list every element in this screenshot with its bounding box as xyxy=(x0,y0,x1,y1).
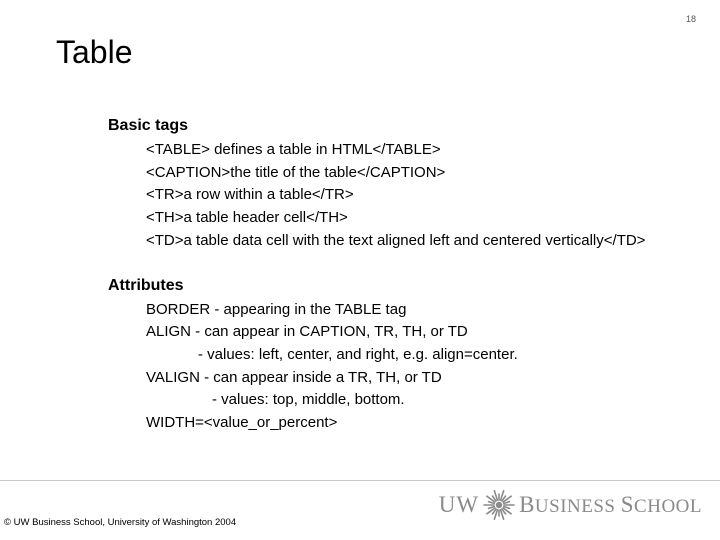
section-heading-basic-tags: Basic tags xyxy=(108,117,189,134)
basic-tag-line: <TABLE> defines a table in HTML</TABLE> xyxy=(146,141,441,158)
sunburst-icon xyxy=(482,488,516,522)
attribute-subline: - values: top, middle, bottom. xyxy=(212,391,405,408)
page-number: 18 xyxy=(685,14,696,24)
footer-copyright: © UW Business School, University of Washington 2004 xyxy=(4,517,237,528)
uw-business-school-logo xyxy=(439,488,702,522)
attribute-line: BORDER - appearing in the TABLE tag xyxy=(146,301,407,318)
footer-divider xyxy=(0,480,720,481)
section-heading-attributes: Attributes xyxy=(108,277,184,294)
basic-tag-line: <TD>a table data cell with the text aligned left and centered vertically</TD> xyxy=(146,232,646,249)
basic-tag-line: <CAPTION>the title of the table</CAPTION> xyxy=(146,164,446,181)
slide-title: Table xyxy=(56,34,133,70)
attribute-line: VALIGN - can appear inside a TR, TH, or TD xyxy=(146,369,442,386)
attribute-line: WIDTH=<value_or_percent> xyxy=(146,414,338,431)
basic-tag-line: <TR>a row within a table</TR> xyxy=(146,186,354,203)
logo-uw-text: UW xyxy=(438,492,480,517)
attribute-subline: - values: left, center, and right, e.g. align=center. xyxy=(198,346,518,363)
basic-tag-line: <TH>a table header cell</TH> xyxy=(146,209,348,226)
attribute-line: ALIGN - can appear in CAPTION, TR, TH, or TD xyxy=(146,323,468,340)
logo-business-school-text: BUSINESS SCHOOL xyxy=(519,492,702,517)
